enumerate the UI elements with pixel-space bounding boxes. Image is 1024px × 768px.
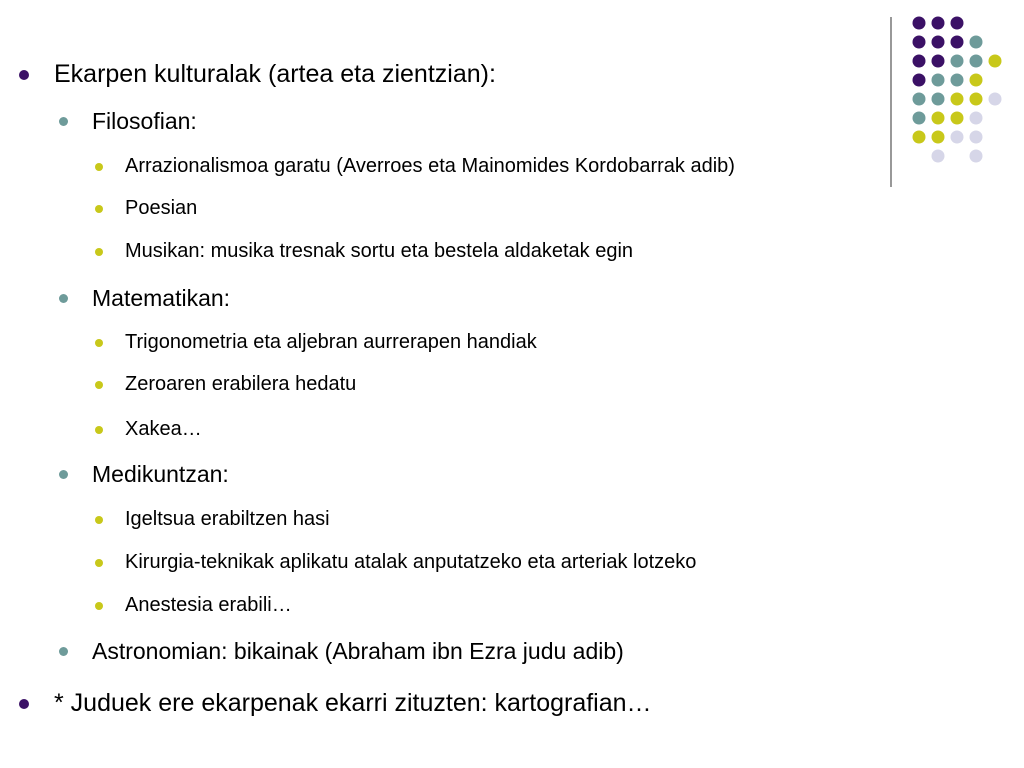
decorative-dot <box>913 112 926 125</box>
bullet-dot-icon <box>59 647 68 656</box>
decorative-dot <box>913 55 926 68</box>
decorative-dot <box>951 17 964 30</box>
bullet-dot-icon <box>59 470 68 479</box>
decorative-dot <box>970 112 983 125</box>
decorative-dot <box>913 74 926 87</box>
outline-item-text: Filosofian: <box>92 108 197 134</box>
outline-item-text: Kirurgia-teknikak aplikatu atalak anputatzeko eta arteriak lotzeko <box>125 551 697 573</box>
outline-item-text: Astronomian: bikainak (Abraham ibn Ezra judu adib) <box>92 638 624 664</box>
bullet-dot-icon <box>95 426 103 434</box>
outline-item-text: Anestesia erabili… <box>125 594 292 616</box>
outline-item-text: Zeroaren erabilera hedatu <box>125 373 357 395</box>
outline-item-text: * Juduek ere ekarpenak ekarri zituzten: kartografian… <box>54 689 652 717</box>
decorative-dot <box>932 150 945 163</box>
bullet-dot-icon <box>95 381 103 389</box>
outline-item-text: Igeltsua erabiltzen hasi <box>125 508 330 530</box>
decorative-dot <box>913 131 926 144</box>
outline-item-text: Medikuntzan: <box>92 461 229 487</box>
decorative-dot <box>913 17 926 30</box>
decorative-dot <box>913 93 926 106</box>
bullet-dot-icon <box>95 163 103 171</box>
decorative-dot <box>951 74 964 87</box>
decorative-dot <box>913 36 926 49</box>
decorative-dot <box>932 112 945 125</box>
outline-item-text: Matematikan: <box>92 285 231 311</box>
outline-item-text: Poesian <box>125 197 198 219</box>
decorative-dot <box>951 55 964 68</box>
bullet-dot-icon <box>19 70 29 80</box>
bullet-dot-icon <box>95 248 103 256</box>
bullet-dot-icon <box>95 205 103 213</box>
decorative-dot <box>989 93 1002 106</box>
decorative-dot <box>951 131 964 144</box>
decorative-dot <box>932 131 945 144</box>
decorative-dot <box>989 55 1002 68</box>
bullet-dot-icon <box>95 516 103 524</box>
bullet-dot-icon <box>19 699 29 709</box>
decorative-dot <box>951 112 964 125</box>
outline-item-text: Ekarpen kulturalak (artea eta zientzian): <box>54 60 496 88</box>
decorative-dot <box>951 36 964 49</box>
outline-item-text: Xakea… <box>125 418 202 440</box>
decorative-dot <box>970 55 983 68</box>
outline-item-text: Arrazionalismoa garatu (Averroes eta Mainomides Kordobarrak adib) <box>125 155 735 177</box>
decorative-dot <box>970 93 983 106</box>
outline-item-text: Trigonometria eta aljebran aurrerapen handiak <box>125 331 537 353</box>
decorative-dot <box>970 74 983 87</box>
decorative-dot <box>970 131 983 144</box>
decorative-dot <box>951 93 964 106</box>
bullet-dot-icon <box>95 339 103 347</box>
bullet-dot-icon <box>95 602 103 610</box>
decorative-dot-grid <box>913 17 1002 163</box>
decorative-dot <box>932 74 945 87</box>
decorative-dot <box>932 55 945 68</box>
bullet-dot-icon <box>95 559 103 567</box>
bullet-dot-icon <box>59 294 68 303</box>
decorative-dot <box>932 36 945 49</box>
decorative-dot <box>970 36 983 49</box>
outline-item-text: Musikan: musika tresnak sortu eta bestela aldaketak egin <box>125 240 634 262</box>
decorative-dot <box>932 93 945 106</box>
bullet-dot-icon <box>59 117 68 126</box>
decorative-dot <box>970 150 983 163</box>
decorative-dot <box>932 17 945 30</box>
